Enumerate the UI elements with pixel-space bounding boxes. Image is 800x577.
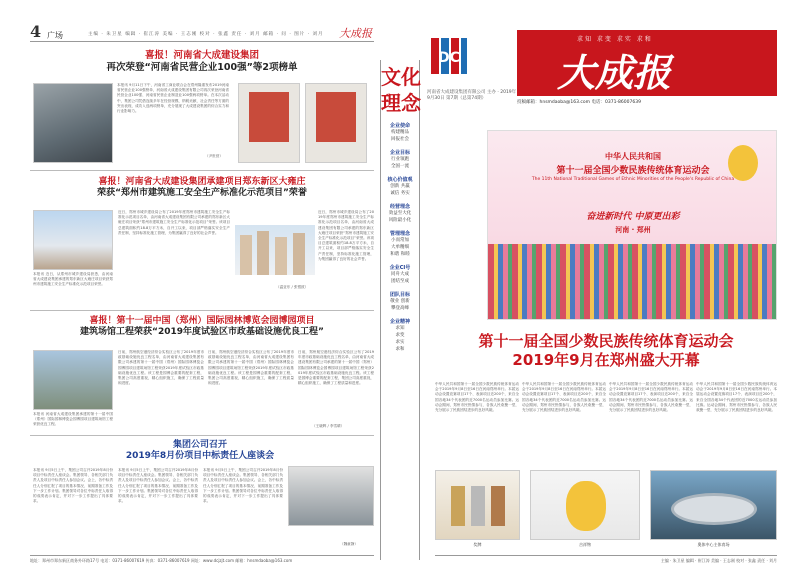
culture-group-item: 求和: [395, 347, 405, 352]
main-article-body-cont2: 中华人民共和国第十一届全国少数民族传统体育运动会于2019年9月8日至16日在河南郑州举行。本届运动会设置竞赛项目17个、表演项目近200个，来自全国各地34个代表团的近7000名运动员参加比赛。运动会期间，郑州市民热情参与，各族人民欢聚一堂，充分展示了民族团结进步的良好风貌。: [609, 382, 693, 413]
banner-city: 河南 · 郑州: [615, 226, 651, 234]
culture-group-item: 回报社会: [391, 137, 409, 142]
article-4: [100, 440, 300, 463]
culture-group: [381, 318, 419, 353]
article-2-title-red: 喜报！河南省大成建设集团承建项目郑东新区大雍庄: [98, 177, 306, 187]
article-4-title-1: 集团公司召开: [172, 440, 227, 450]
article-1-body: 本报讯 9月11日下午，河南省工商业联合会在郑州隆重发布2019河南省民营企业100强榜单，河南省大成建设集团有限公司再次荣登河南省民营企业100强、河南省民营企业制造业100强两项榜单。在本次活动中，集团公司凭借连续多年在经营规模、纳税贡献、社会责任等方面的突出表现，成功入选两项榜单，充分展现了大成建设集团的综合实力和行业影响力。: [117, 83, 229, 114]
article-2-body-cont: 近日，郑州市城乡建设局公布了2019年度郑州市建筑施工安全生产标准化示范项目名单，由河南省大成建设集团有限公司承建的郑东新区大雍庄项目荣获“郑州市建筑施工安全生产标准化示范项目”荣誉。该项目总建筑面积约18.8万平方米，自开工以来，项目部严格落实安全生产责任制，坚持标准化施工管理，为集团赢得了良好的社会声誉。: [318, 210, 374, 261]
newspaper-title: 大成报: [557, 50, 672, 95]
article-3-body-cont: 日前，郑州航空港经济综合实验区公布了2019年度市政基础设施优良工程名单，由河南省大成建设集团有限公司承建的第十一届中国（郑州）国际园林博览会园博园项目建筑场馆工程荣获2019年度试验区市政基础设施优良工程。该工程是园博会重要的配套工程，集团公司高度重视，精心组织施工，确保了工程质量和进度。: [208, 350, 294, 386]
article-2-title: 荣获“郑州市建筑施工安全生产标准化示范项目”荣誉: [97, 188, 307, 199]
divider: [30, 435, 374, 436]
main-article-body: 中华人民共和国第十一届全国少数民族传统体育运动会于2019年9月8日至16日在河南郑州举行。本届运动会设置竞赛项目17个、表演项目近200个，来自全国各地34个代表团的近7000名运动员参加比赛。运动会期间，郑州市民热情参与，各族人民欢聚一堂，充分展示了民族团结进步的良好风貌。: [435, 382, 519, 413]
culture-group-item: 求变: [395, 333, 405, 338]
article-4-body: 本报讯 9月5日上午，集团公司召开2019年8月份项目中标责任人座谈会。集团领导、各相关部门负责人及项目中标责任人参加会议。会上，各中标责任人分别汇报了项目的基本情况、前期准备工作及下一步工作计划。集团领导对各位中标责任人取得的成绩表示肯定，并对下一步工作提出了具体要求。: [33, 468, 113, 504]
culture-group: [381, 149, 419, 170]
certificate-image-1: [238, 83, 300, 163]
article-3-body: 日前，郑州航空港经济综合实验区公布了2019年度市政基础设施优良工程名单，由河南省大成建设集团有限公司承建的第十一届中国（郑州）国际园林博览会园博园项目建筑场馆工程荣获2019年度试验区市政基础设施优良工程。该工程是园博会重要的配套工程，集团公司高度重视，精心组织施工，确保了工程质量和进度。: [118, 350, 204, 386]
banner-slogan: 奋进新时代 中原更出彩: [586, 212, 680, 222]
culture-group-item: 求实: [395, 340, 405, 345]
banner-line-3: The 11th National Traditional Games of Ethnic Minorities of the People's Republic of China: [531, 177, 735, 182]
meeting-photo: [33, 83, 113, 163]
certificate-image-2: [305, 83, 367, 163]
medals-photo: [435, 470, 520, 540]
article-1-title-red: 喜报！河南省大成建设集团: [144, 50, 259, 61]
culture-group-title: 团队目标: [389, 292, 410, 298]
main-headline-line-1: 第十一届全国少数民族传统体育运动会: [478, 332, 734, 350]
banner-line-2: 第十一届全国少数民族传统体育运动会: [556, 166, 710, 176]
expo-photo: [33, 350, 113, 410]
article-3-title-red: 喜报！第十一届中国（郑州）国际园林博览会园博园项目: [89, 316, 315, 326]
culture-group-title: 企业CI号: [389, 265, 411, 271]
culture-group-item: 效益至大化: [388, 211, 412, 216]
main-headline-line-2: 2019年9月在郑州盛大开幕: [512, 351, 700, 369]
culture-group: [381, 176, 419, 197]
banner-line-1: 中华人民共和国: [605, 152, 661, 161]
caption-mascot: 吉祥物: [579, 542, 591, 547]
article-4-body-cont: 本报讯 9月5日上午，集团公司召开2019年8月份项目中标责任人座谈会。集团领导、各相关部门负责人及项目中标责任人参加会议。会上，各中标责任人分别汇报了项目的基本情况、前期准备工作及下一步工作计划。集团领导对各位中标责任人取得的成绩表示肯定，并对下一步工作提出了具体要求。: [118, 468, 198, 504]
section-name: 广场: [47, 31, 63, 40]
header-meta: 主编 · 朱卫星 编辑 · 崔江涛 美编 · 王志刚 校对 · 张鑫 责任 · 刘月 邮箱 · 问 · 图片 · 刘月: [88, 32, 324, 37]
culture-group-item: 和谐 和睦: [390, 252, 410, 257]
culture-column: [380, 60, 420, 560]
culture-group: [381, 291, 419, 312]
page-header: [30, 22, 374, 42]
page-number: 4: [30, 22, 42, 41]
culture-group-title: 企业精神: [389, 319, 410, 325]
article-4-body-cont2: 本报讯 9月5日上午，集团公司召开2019年8月份项目中标责任人座谈会。集团领导、各相关部门负责人及项目中标责任人参加会议。会上，各中标责任人分别汇报了项目的基本情况、前期准备工作及下一步工作计划。集团领导对各位中标责任人取得的成绩表示肯定，并对下一步工作提出了具体要求。: [203, 468, 283, 504]
performers-photo: [488, 244, 777, 319]
stadium-photo: [650, 470, 777, 540]
culture-group-title: 企业使命: [389, 123, 410, 129]
culture-group-item: 创新 共赢: [390, 184, 410, 189]
header-logo: 大成报: [339, 27, 372, 40]
culture-group-item: 团结至成: [391, 279, 409, 284]
culture-group-title: 经营理念: [389, 204, 410, 210]
article-2-caption: 本报讯 近日，从郑州市城乡建设局获悉，由河南省大成建设集团承建的郑东新区大雍庄项目荣获郑州市建筑施工安全生产标准化示范项目荣誉。: [33, 272, 113, 287]
caption-medals: 奖牌: [473, 542, 482, 547]
article-3-caption: 本报讯 河南省大成建设集团承建的第十一届中国（郑州）国际园林博览会园博园项目建筑场馆工程荣获优良工程。: [33, 412, 113, 427]
article-2: [30, 177, 374, 200]
article-3: [30, 316, 374, 339]
article-2-credit: （温亚东 / 张银波）: [276, 285, 309, 289]
culture-group-item: 诚信 务实: [390, 191, 410, 196]
culture-group: [381, 264, 419, 285]
culture-title: 文化理念: [381, 65, 421, 115]
culture-group-item: 求知: [395, 326, 405, 331]
mascot-icon: [728, 145, 758, 181]
footer-left: 地址：郑州市郑东新区商务外环路17号 电话：0371-86007619 传真：0371-86007619 网址：www.dcjzjt.com 邮箱：hnsmdaoba@163.com: [30, 555, 374, 565]
footer-right: 主编 · 朱卫星 编辑 · 崔江涛 美编 · 王志刚 校对 · 张鑫 责任 · 刘月: [435, 555, 777, 565]
article-1-title: 再次荣登“河南省民营企业100强”等2项榜单: [106, 61, 298, 73]
svg-text:DC: DC: [438, 50, 460, 66]
publisher-info: 河南省大成建设集团有限公司 主办 · 2019年9月30日 第7期（总第74期）: [427, 90, 517, 101]
culture-group: [381, 122, 419, 143]
culture-group-item: 构建精品: [391, 130, 409, 135]
culture-group-title: 核心价值观: [387, 177, 413, 183]
main-article-body-cont: 中华人民共和国第十一届全国少数民族传统体育运动会于2019年9月8日至16日在河南郑州举行。本届运动会设置竞赛项目17个、表演项目近200个，来自全国各地34个代表团的近7000名运动员参加比赛。运动会期间，郑州市民热情参与，各族人民欢聚一堂，充分展示了民族团结进步的良好风貌。: [522, 382, 606, 413]
article-2-body: 近日，郑州市城乡建设局公布了2019年度郑州市建筑施工安全生产标准化示范项目名单，由河南省大成建设集团有限公司承建的郑东新区大雍庄项目荣获“郑州市建筑施工安全生产标准化示范项目”荣誉。该项目总建筑面积约18.8万平方米，自开工以来，项目部严格落实安全生产责任制，坚持标准化施工管理，为集团赢得了良好的社会声誉。: [118, 210, 230, 235]
culture-group-item: 敬业 创新: [390, 299, 410, 304]
culture-group-item: 大单精细: [391, 245, 409, 250]
article-4-credit: （魏童静）: [340, 542, 358, 546]
main-article-body-cont3: 中华人民共和国第十一届全国少数民族传统体育运动会于2019年9月8日至16日在河南郑州举行。本届运动会设置竞赛项目17个、表演项目近200个，来自全国各地34个代表团的近7000名运动员参加比赛。运动会期间，郑州市民热情参与，各族人民欢聚一堂，充分展示了民族团结进步的良好风貌。: [696, 382, 777, 413]
culture-group-item: 行业领跑: [391, 157, 409, 162]
article-3-body-cont2: 日前，郑州航空港经济综合实验区公布了2019年度市政基础设施优良工程名单，由河南省大成建设集团有限公司承建的第十一届中国（郑州）国际园林博览会园博园项目建筑场馆工程荣获2019年度试验区市政基础设施优良工程。该工程是园博会重要的配套工程，集团公司高度重视，精心组织施工，确保了工程质量和进度。: [298, 350, 374, 386]
article-1-credit: （尹世营）: [205, 154, 223, 158]
company-logo-icon: [427, 36, 471, 76]
article-3-credit: （王晓辉 / 李雪晴）: [312, 424, 345, 428]
culture-group-title: 管理理念: [389, 231, 410, 237]
divider: [30, 170, 374, 171]
culture-group-item: 同舟大成: [391, 272, 409, 277]
divider: [30, 310, 374, 311]
culture-group-item: 全国一流: [391, 164, 409, 169]
masthead: [427, 30, 777, 125]
contact-info: 投稿邮箱：hnsmdaoba@163.com 电话：0371-86007639: [517, 100, 641, 105]
meeting-room-photo: [288, 466, 374, 526]
main-headline: [435, 332, 777, 370]
culture-group-item: 风险最小化: [388, 218, 412, 223]
culture-group: [381, 203, 419, 224]
building-render: [235, 225, 315, 275]
caption-stadium: 奥体中心主体育场: [697, 542, 730, 547]
culture-group-item: 攀登高峰: [391, 306, 409, 311]
article-3-title: 建筑场馆工程荣获“2019年度试验区市政基础设施优良工程”: [80, 327, 324, 338]
culture-group-item: 小而常加: [391, 238, 409, 243]
games-banner: [487, 130, 777, 320]
mascot-photo: [530, 470, 640, 540]
site-photo: [33, 210, 113, 270]
masthead-slogan: 求知 求变 求实 求和: [577, 36, 653, 43]
article-1: [30, 50, 374, 74]
article-4-title-2: 2019年8月份项目中标责任人座谈会: [125, 451, 275, 462]
culture-group: [381, 230, 419, 258]
culture-group-title: 企业目标: [389, 150, 410, 156]
